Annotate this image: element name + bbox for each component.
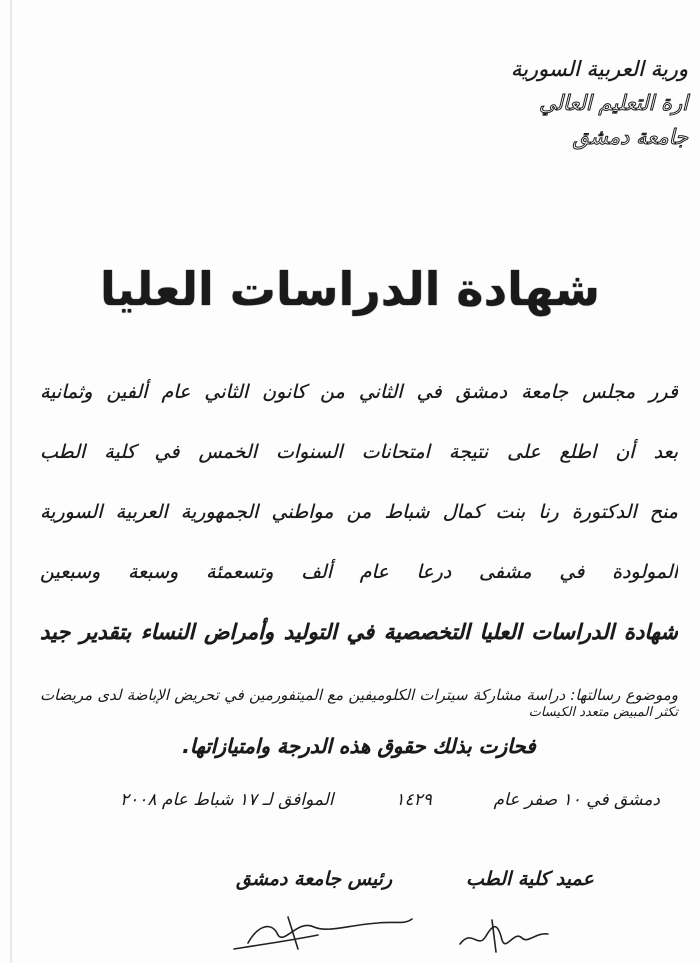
letterhead-country: ورية العربية السورية <box>510 57 688 81</box>
president-signature <box>228 905 418 955</box>
letterhead <box>428 52 688 154</box>
body-line-decision: قرر مجلس جامعة دمشق في الثاني من كانون الثاني عام ألفين وثمانية <box>40 381 678 403</box>
body-line-recipient: منح الدكتورة رنا بنت كمال شباط من مواطني الجمهورية العربية السورية <box>40 501 678 523</box>
body-line-exam-result: بعد أن اطلع على نتيجة امتحانات السنوات الخمس في كلية الطب <box>40 441 678 463</box>
certificate-body <box>40 362 678 662</box>
dean-signature <box>452 910 562 958</box>
date-place-day: دمشق في ١٠ صفر عام <box>493 790 660 810</box>
date-hijri-year: ١٤٢٩ <box>395 790 432 810</box>
thesis-block <box>40 686 678 720</box>
thesis-line-1: وموضوع رسالتها: دراسة مشاركة سيترات الكلوميفين مع الميتفورمين في تحريض الإباضة لدى مريضات <box>40 686 678 704</box>
closing-statement: فحازت بذلك حقوق هذه الدرجة وامتيازاتها. <box>182 734 536 758</box>
letterhead-university: جامعة دمشق <box>572 125 688 149</box>
body-line-degree: شهادة الدراسات العليا التخصصية في التوليد وأمراض النساء بتقدير جيد <box>40 620 678 644</box>
body-line-birth: المولودة في مشفى درعا عام ألف وتسعمئة وسبعة وسبعين <box>40 561 678 583</box>
issue-dateline <box>120 790 660 810</box>
thesis-line-2: تكثر المبيض متعدد الكيسات <box>528 705 678 720</box>
date-gregorian: الموافق لـ ١٧ شباط عام ٢٠٠٨ <box>120 790 334 810</box>
scan-edge <box>10 0 12 963</box>
signer-dean: عميد كلية الطب <box>466 868 594 890</box>
signer-president: رئيس جامعة دمشق <box>236 868 393 890</box>
certificate-title: شهادة الدراسات العليا <box>99 262 601 316</box>
letterhead-ministry: ارة التعليم العالي <box>539 91 688 115</box>
